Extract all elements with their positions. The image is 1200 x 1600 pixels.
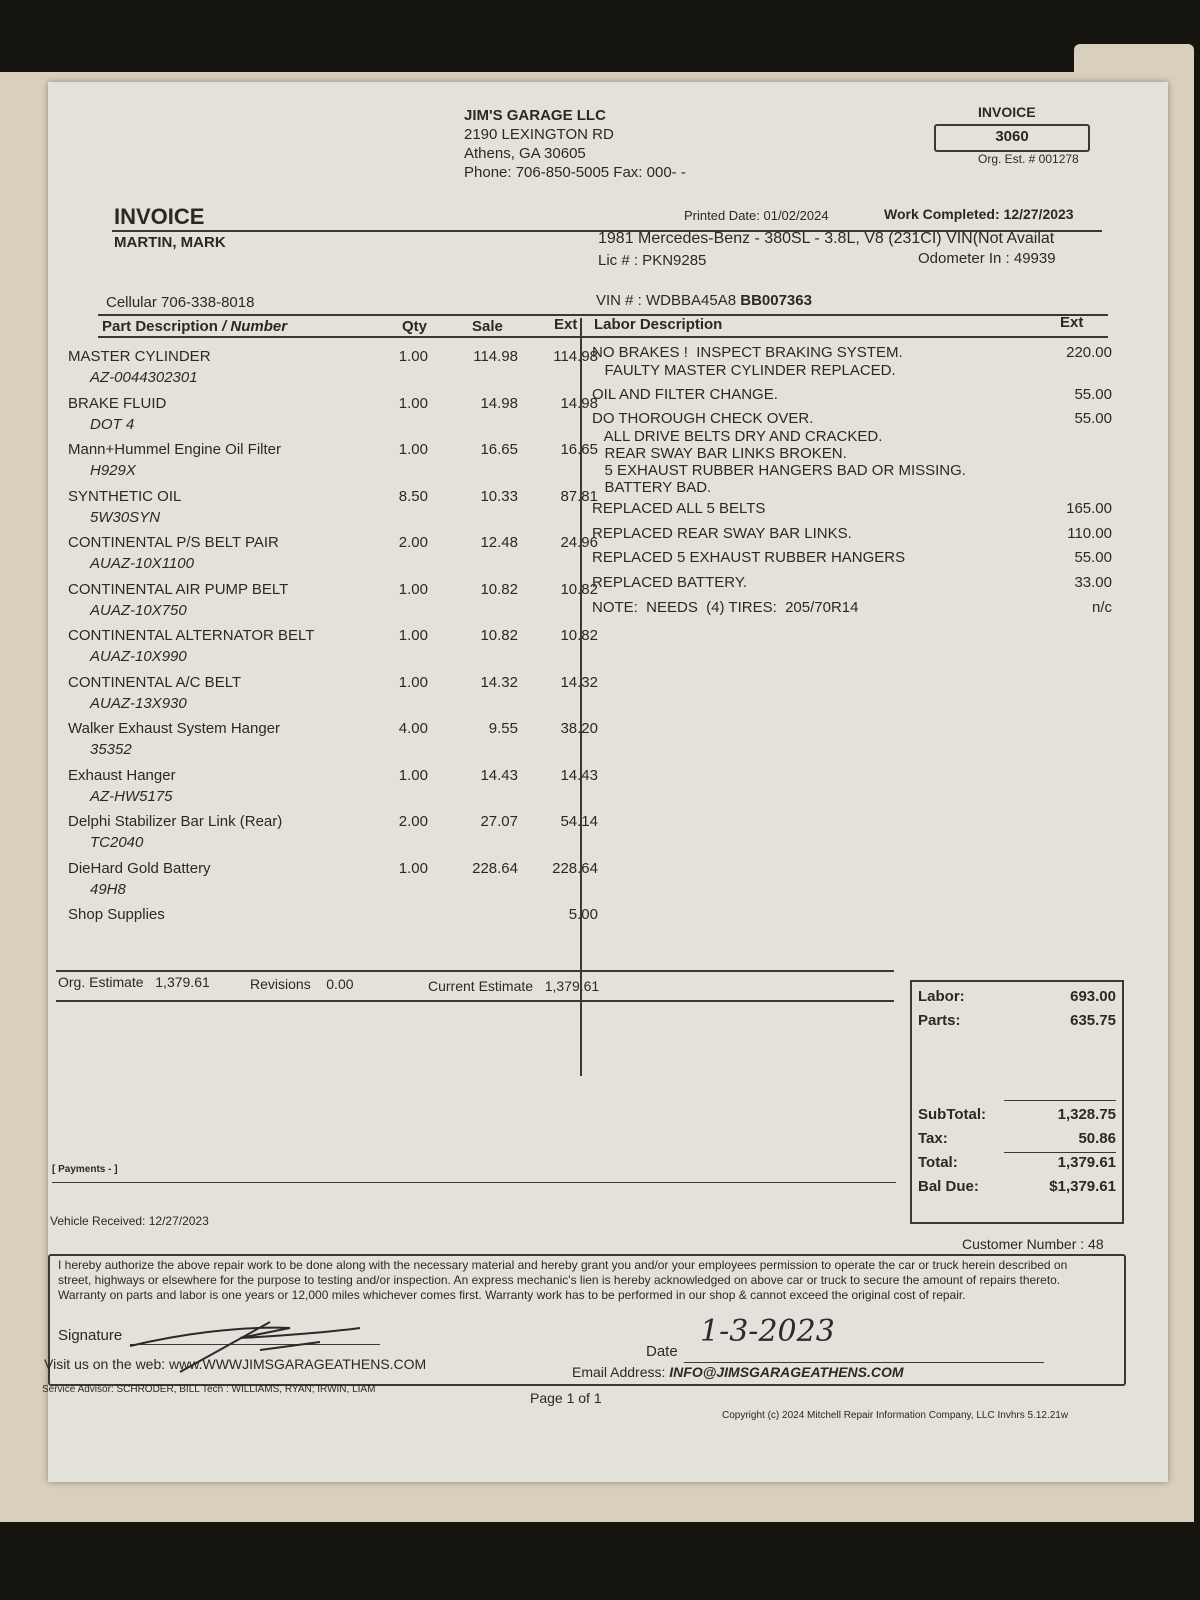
part-description: SYNTHETIC OIL bbox=[68, 487, 182, 505]
table-row bbox=[68, 813, 598, 859]
balance-due-row bbox=[918, 1178, 1116, 1200]
part-ext: 5.00 bbox=[568, 906, 598, 923]
part-description: Shop Supplies bbox=[68, 906, 165, 923]
tax-row bbox=[918, 1130, 1116, 1152]
labor-line bbox=[592, 574, 1112, 598]
labor-description: OIL AND FILTER CHANGE. bbox=[592, 386, 778, 403]
email-label: Email Address: bbox=[572, 1364, 666, 1380]
part-ext: 114.98 bbox=[553, 348, 598, 365]
tax-label: Tax: bbox=[918, 1130, 948, 1147]
labor-description: REAR SWAY BAR LINKS BROKEN. bbox=[592, 445, 847, 462]
table-row bbox=[68, 906, 598, 952]
current-estimate-value: 1,379.61 bbox=[544, 978, 600, 994]
part-ext: 14.43 bbox=[560, 766, 598, 784]
parts-total-value: 635.75 bbox=[1070, 1012, 1116, 1029]
service-advisor: Service Advisor: SCHRODER, BILL Tech : WILLIAMS, RYAN; IRWIN, LIAM bbox=[42, 1384, 376, 1395]
current-estimate bbox=[428, 978, 599, 994]
labor-ext: 55.00 bbox=[1074, 410, 1112, 427]
page-title: INVOICE bbox=[114, 204, 205, 229]
labor-ext: 165.00 bbox=[1066, 500, 1112, 517]
part-description: Mann+Hummel Engine Oil Filter bbox=[68, 441, 281, 458]
labor-description: FAULTY MASTER CYLINDER REPLACED. bbox=[592, 362, 896, 379]
odometer: Odometer In : 49939 bbox=[918, 250, 1056, 267]
website: Visit us on the web: www.WWWJIMSGARAGEATHENS.COM bbox=[44, 1356, 427, 1372]
shop-name: JIM'S GARAGE LLC bbox=[464, 107, 606, 124]
labor-description: REPLACED REAR SWAY BAR LINKS. bbox=[592, 525, 852, 542]
table-row bbox=[68, 581, 598, 627]
estimate-top-rule bbox=[56, 970, 894, 972]
revisions-value: 0.00 bbox=[326, 976, 354, 992]
col-ext: Ext bbox=[554, 316, 578, 333]
part-sale: 14.43 bbox=[480, 766, 518, 784]
part-ext: 14.32 bbox=[560, 673, 598, 691]
handwritten-date: 1-3-2023 bbox=[700, 1314, 835, 1349]
invoice-number: 3060 bbox=[995, 128, 1029, 145]
invoice-sheet bbox=[42, 82, 1168, 1482]
part-description: CONTINENTAL ALTERNATOR BELT bbox=[68, 627, 315, 644]
labor-description: NOTE: NEEDS (4) TIRES: 205/70R14 bbox=[592, 599, 859, 616]
part-number: TC2040 bbox=[90, 834, 144, 851]
subtotal-label: SubTotal: bbox=[918, 1106, 987, 1123]
totals-box bbox=[910, 980, 1124, 1224]
customer-name: MARTIN, MARK bbox=[114, 234, 226, 251]
labor-description: BATTERY BAD. bbox=[592, 479, 712, 496]
part-qty: 2.00 bbox=[398, 534, 428, 551]
authorization-text: I hereby authorize the above repair work to be done along with the necessary material and hereby grant you and/or your employees permission to operate the car or truck herein described on street, highways or elsewhere for the purpose to testing and/or inspection. An express mechanic's lien is hereby acknowledged on above car or truck to secure the amount of repairs thereto. Warranty on parts and labor is one years or 12,000 miles whichever comes first. Warranty work has to be performed in our shop & cannot exceed the original cost of repair. bbox=[58, 1258, 1068, 1302]
part-ext: 38.20 bbox=[560, 720, 598, 737]
part-description: CONTINENTAL AIR PUMP BELT bbox=[68, 580, 289, 598]
table-row bbox=[68, 534, 598, 580]
part-number: 49H8 bbox=[90, 880, 126, 898]
vin-serial: BB007363 bbox=[740, 292, 812, 309]
labor-line bbox=[592, 599, 1112, 623]
labor-line bbox=[592, 362, 1112, 386]
customer-number: Customer Number : 48 bbox=[962, 1236, 1104, 1252]
part-sale: 10.82 bbox=[480, 580, 518, 598]
part-qty: 1.00 bbox=[398, 348, 428, 365]
labor-description: DO THOROUGH CHECK OVER. bbox=[592, 410, 814, 427]
col-qty: Qty bbox=[402, 318, 428, 335]
part-sale: 10.82 bbox=[480, 627, 518, 644]
work-completed: Work Completed: 12/27/2023 bbox=[884, 206, 1074, 222]
part-sale: 16.65 bbox=[480, 441, 518, 458]
labor-description: REPLACED BATTERY. bbox=[592, 574, 748, 591]
payments-label: [ Payments - ] bbox=[52, 1164, 118, 1175]
labor-total-label: Labor: bbox=[918, 988, 965, 1005]
part-ext: 24.96 bbox=[560, 534, 598, 551]
subtotal-value: 1,328.75 bbox=[1057, 1106, 1116, 1123]
labor-total-value: 693.00 bbox=[1070, 988, 1116, 1005]
part-ext: 14.98 bbox=[560, 394, 598, 412]
table-row bbox=[68, 488, 598, 534]
labor-line bbox=[592, 549, 1112, 573]
balance-due-label: Bal Due: bbox=[918, 1178, 979, 1195]
tax-value: 50.86 bbox=[1078, 1130, 1116, 1147]
parts-list bbox=[68, 348, 598, 1048]
table-header-rule bbox=[98, 336, 1108, 338]
invoice-number-box bbox=[934, 124, 1090, 152]
date-line bbox=[684, 1362, 1044, 1363]
part-ext: 54.14 bbox=[560, 813, 598, 830]
part-ext: 87.81 bbox=[560, 487, 598, 505]
part-number: 35352 bbox=[90, 741, 132, 758]
revisions-label: Revisions bbox=[250, 976, 311, 992]
part-description: DieHard Gold Battery bbox=[68, 859, 211, 877]
part-description: CONTINENTAL P/S BELT PAIR bbox=[68, 534, 279, 551]
shop-phone: Phone: 706-850-5005 Fax: 000- - bbox=[464, 164, 686, 181]
customer-cellular: Cellular 706-338-8018 bbox=[106, 294, 255, 311]
current-estimate-label: Current Estimate bbox=[428, 978, 534, 994]
parts-total-row bbox=[918, 1012, 1116, 1034]
labor-line bbox=[592, 386, 1112, 410]
labor-description: REPLACED 5 EXHAUST RUBBER HANGERS bbox=[592, 549, 906, 566]
col-part-number-label: / Number bbox=[222, 318, 288, 335]
labor-ext: 55.00 bbox=[1074, 386, 1112, 403]
table-row bbox=[68, 767, 598, 813]
copyright: Copyright (c) 2024 Mitchell Repair Information Company, LLC Invhrs 5.12.21w bbox=[722, 1410, 1069, 1421]
labor-total-row bbox=[918, 988, 1116, 1010]
part-description: Delphi Stabilizer Bar Link (Rear) bbox=[68, 813, 283, 830]
part-ext: 10.82 bbox=[560, 580, 598, 598]
date-label: Date bbox=[646, 1343, 678, 1360]
license-plate: Lic # : PKN9285 bbox=[598, 252, 707, 269]
table-row bbox=[68, 441, 598, 487]
balance-due-value: $1,379.61 bbox=[1049, 1178, 1116, 1195]
labor-line bbox=[592, 525, 1112, 549]
labor-ext: 33.00 bbox=[1074, 574, 1112, 591]
vehicle-received: Vehicle Received: 12/27/2023 bbox=[50, 1214, 209, 1228]
part-qty: 1.00 bbox=[398, 441, 428, 458]
signature-label: Signature bbox=[58, 1327, 123, 1344]
col-part-description bbox=[102, 318, 287, 335]
subtotal-row bbox=[918, 1106, 1116, 1128]
labor-description: REPLACED ALL 5 BELTS bbox=[592, 500, 766, 517]
part-description: Walker Exhaust System Hanger bbox=[68, 720, 281, 737]
part-ext: 16.65 bbox=[560, 441, 598, 458]
part-sale: 14.32 bbox=[480, 673, 518, 691]
table-row bbox=[68, 627, 598, 673]
part-qty: 1.00 bbox=[398, 627, 428, 644]
labor-line bbox=[592, 500, 1112, 524]
part-sale: 114.98 bbox=[473, 348, 518, 365]
part-number: AUAZ-13X930 bbox=[90, 694, 187, 712]
labor-ext: n/c bbox=[1091, 599, 1112, 616]
col-part-description-label: Part Description bbox=[102, 318, 218, 335]
part-ext: 10.82 bbox=[560, 627, 598, 644]
parts-total-label: Parts: bbox=[918, 1012, 961, 1029]
col-labor-ext: Ext bbox=[1060, 314, 1084, 331]
col-sale: Sale bbox=[472, 318, 503, 335]
payments-rule bbox=[52, 1182, 896, 1183]
col-labor-description: Labor Description bbox=[594, 316, 723, 333]
table-row bbox=[68, 860, 598, 906]
part-sale: 12.48 bbox=[480, 534, 518, 551]
table-row bbox=[68, 674, 598, 720]
part-sale: 14.98 bbox=[480, 394, 518, 412]
org-estimate bbox=[58, 974, 210, 990]
revisions bbox=[250, 976, 354, 992]
labor-description: NO BRAKES ! INSPECT BRAKING SYSTEM. bbox=[592, 344, 903, 361]
part-number: AUAZ-10X990 bbox=[90, 648, 187, 665]
part-qty: 1.00 bbox=[398, 580, 428, 598]
total-label: Total: bbox=[918, 1154, 958, 1171]
labor-ext: 110.00 bbox=[1067, 525, 1112, 542]
org-estimate-label: Org. Estimate bbox=[58, 974, 144, 990]
total-value: 1,379.61 bbox=[1057, 1154, 1116, 1171]
part-description: Exhaust Hanger bbox=[68, 766, 176, 784]
part-sale: 27.07 bbox=[480, 813, 518, 830]
part-description: CONTINENTAL A/C BELT bbox=[68, 673, 242, 691]
estimate-bottom-rule bbox=[56, 1000, 894, 1002]
email-line bbox=[572, 1364, 904, 1380]
part-description: MASTER CYLINDER bbox=[68, 348, 211, 365]
part-number: DOT 4 bbox=[90, 415, 135, 433]
table-row bbox=[68, 395, 598, 441]
part-qty: 1.00 bbox=[398, 859, 428, 877]
labor-description: ALL DRIVE BELTS DRY AND CRACKED. bbox=[592, 428, 883, 445]
part-number: AUAZ-10X1100 bbox=[90, 555, 194, 572]
vehicle-info: 1981 Mercedes-Benz - 380SL - 3.8L, V8 (231CI) VIN(Not Availat bbox=[598, 230, 1055, 247]
part-ext: 228.64 bbox=[552, 859, 598, 877]
labor-ext: 55.00 bbox=[1074, 549, 1112, 566]
org-est-number: Org. Est. # 001278 bbox=[978, 152, 1079, 166]
part-sale: 228.64 bbox=[472, 859, 518, 877]
part-qty: 8.50 bbox=[398, 487, 428, 505]
table-row bbox=[68, 348, 598, 394]
part-qty: 1.00 bbox=[398, 673, 428, 691]
printed-date: Printed Date: 01/02/2024 bbox=[684, 208, 829, 223]
vin-label: VIN # : WDBBA45A8 bbox=[596, 292, 737, 309]
labor-list bbox=[592, 344, 1112, 644]
shop-city: Athens, GA 30605 bbox=[464, 145, 586, 162]
part-sale: 9.55 bbox=[488, 720, 518, 737]
part-sale: 10.33 bbox=[480, 487, 518, 505]
part-qty: 1.00 bbox=[398, 766, 428, 784]
vin-line bbox=[596, 292, 812, 309]
part-number: AUAZ-10X750 bbox=[90, 601, 187, 619]
total-row bbox=[918, 1154, 1116, 1176]
part-number: AZ-0044302301 bbox=[90, 369, 198, 386]
invoice-box-label: INVOICE bbox=[978, 104, 1036, 120]
table-row bbox=[68, 720, 598, 766]
page-number: Page 1 of 1 bbox=[530, 1390, 602, 1406]
part-qty: 4.00 bbox=[398, 720, 428, 737]
part-description: BRAKE FLUID bbox=[68, 394, 167, 412]
part-qty: 1.00 bbox=[398, 394, 428, 412]
part-number: H929X bbox=[90, 462, 136, 479]
subtotal-rule bbox=[1004, 1100, 1116, 1101]
org-estimate-value: 1,379.61 bbox=[155, 974, 210, 990]
shop-header bbox=[464, 106, 686, 182]
part-qty: 2.00 bbox=[398, 813, 428, 830]
total-rule bbox=[1004, 1152, 1116, 1153]
part-number: 5W30SYN bbox=[90, 508, 161, 526]
labor-ext: 220.00 bbox=[1066, 344, 1112, 361]
labor-description: 5 EXHAUST RUBBER HANGERS BAD OR MISSING. bbox=[592, 462, 966, 479]
email-address: INFO@JIMSGARAGEATHENS.COM bbox=[669, 1364, 904, 1380]
shop-address: 2190 LEXINGTON RD bbox=[464, 126, 614, 143]
part-number: AZ-HW5175 bbox=[90, 787, 173, 805]
